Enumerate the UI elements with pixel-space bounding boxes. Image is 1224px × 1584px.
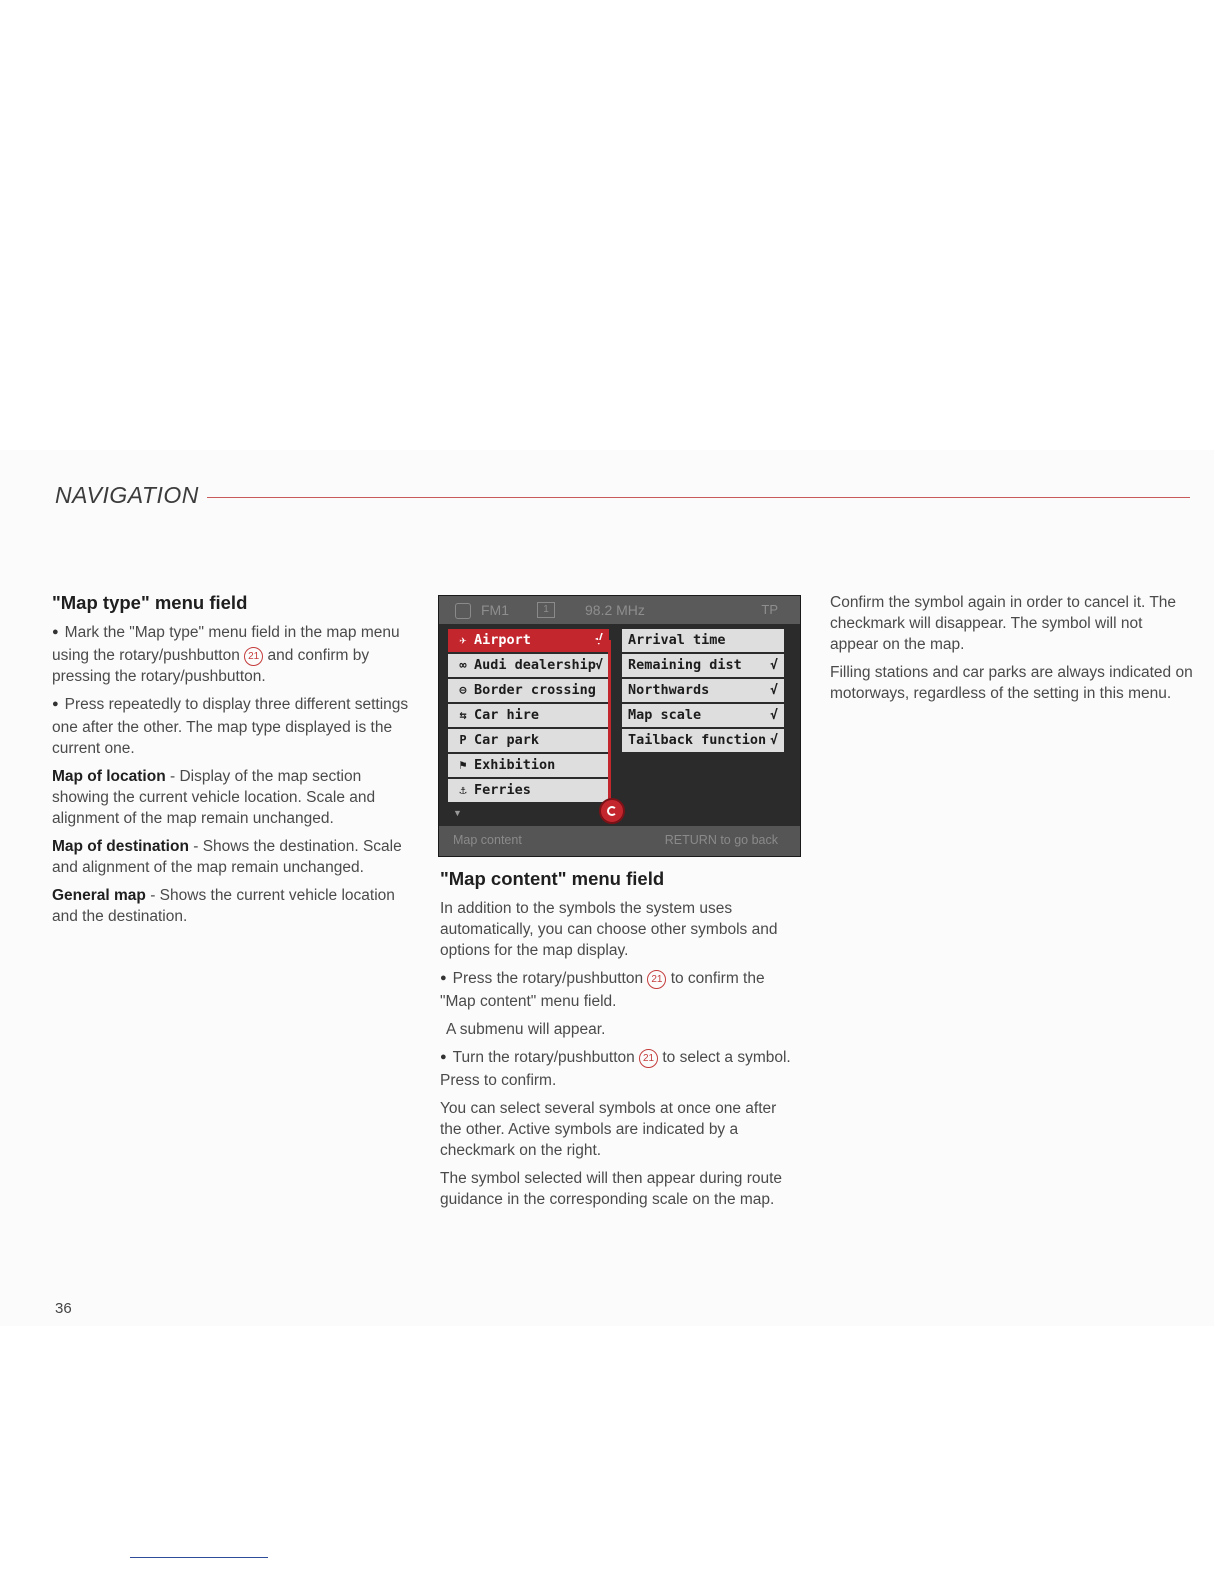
column-map-content xyxy=(440,868,802,1217)
car-hire-icon: ⇆ xyxy=(459,708,467,722)
bullet-text: Press the rotary/pushbutton xyxy=(452,970,644,987)
symbol-item-ferries[interactable] xyxy=(448,779,609,802)
symbol-label: Car park xyxy=(474,732,540,748)
def-text: - Shows the destination. Scale and alignment of the map remain unchanged. xyxy=(52,838,402,876)
selection-connector-line xyxy=(608,640,611,806)
column-notes xyxy=(830,592,1194,711)
symbol-label: Exhibition xyxy=(474,757,556,773)
symbol-item-airport[interactable] xyxy=(448,629,609,652)
symbol-item-audi-dealership[interactable] xyxy=(448,654,609,677)
def-general-map xyxy=(52,885,412,927)
def-term: Map of location xyxy=(52,768,166,785)
section-title: NAVIGATION xyxy=(55,482,199,508)
map-content-screen xyxy=(438,595,801,857)
map-type-heading: "Map type" menu field xyxy=(52,592,248,613)
map-content-bullet-2 xyxy=(440,1047,802,1091)
map-type-bullet-2: ● Press repeatedly to display three different settings one after the other. The map type displayed is the current one. xyxy=(52,694,412,759)
exhibition-icon: ⚑ xyxy=(459,758,467,772)
option-item-tailback-function[interactable] xyxy=(622,729,784,752)
screen-status-bar xyxy=(439,596,800,624)
symbol-label: Ferries xyxy=(474,782,531,798)
border-crossing-icon: ⊖ xyxy=(459,683,467,697)
bullet-text: Mark the "Map type" menu field in the map menu using the rotary/pushbutton xyxy=(52,624,400,664)
checkmark-icon: √ xyxy=(770,658,778,673)
symbol-label: Audi dealership xyxy=(474,657,596,673)
symbol-item-exhibition[interactable] xyxy=(448,754,609,777)
option-item-remaining-dist[interactable] xyxy=(622,654,784,677)
route-guidance-note: The symbol selected will then appear during route guidance in the corresponding scale on the map. xyxy=(440,1170,783,1208)
radio-icon xyxy=(455,603,471,619)
bullet-text: to confirm the "Map content" menu field. xyxy=(440,970,765,1010)
multiple-symbols-note: You can select several symbols at once one after the other. Active symbols are indicated by a checkmark on the right. xyxy=(440,1100,777,1159)
cancel-note: Confirm the symbol again in order to cancel it. The checkmark will disappear. The symbol will not appear on the map. xyxy=(830,594,1177,653)
status-preset: 1 xyxy=(537,602,555,618)
checkmark-icon: √ xyxy=(770,733,778,748)
section-header xyxy=(55,480,1190,520)
status-frequency: 98.2 MHz xyxy=(585,602,645,618)
pushbutton-ref-icon: 21 xyxy=(647,970,666,989)
checkmark-icon: √ xyxy=(770,708,778,723)
def-text: - Display of the map section showing the current vehicle location. Scale and alignment of the map remain unchanged. xyxy=(52,768,376,827)
symbol-list xyxy=(448,629,609,804)
screen-footer xyxy=(439,826,800,856)
map-content-bullet-1 xyxy=(440,968,802,1012)
option-item-map-scale[interactable] xyxy=(622,704,784,727)
option-label: Tailback function xyxy=(628,732,767,748)
ferry-icon: ⚓ xyxy=(459,783,467,797)
option-list xyxy=(622,629,784,754)
def-map-of-location xyxy=(52,766,412,829)
bullet-text: to select a symbol. Press to confirm. xyxy=(440,1049,791,1089)
map-content-heading: "Map content" menu field xyxy=(440,868,665,889)
option-item-arrival-time[interactable] xyxy=(622,629,784,652)
airport-icon: ✈ xyxy=(459,633,467,647)
symbol-label: Car hire xyxy=(474,707,540,723)
symbol-label: Airport xyxy=(474,632,531,648)
option-label: Map scale xyxy=(628,707,702,723)
pushbutton-ref-icon: 21 xyxy=(639,1049,658,1068)
def-term: Map of destination xyxy=(52,838,189,855)
column-map-type xyxy=(52,592,412,934)
footer-menu-title: Map content xyxy=(453,833,522,847)
header-rule xyxy=(207,497,1190,498)
symbol-item-border-crossing[interactable] xyxy=(448,679,609,702)
bullet-text: Turn the rotary/pushbutton xyxy=(452,1049,635,1066)
option-item-northwards[interactable] xyxy=(622,679,784,702)
symbol-item-car-hire[interactable] xyxy=(448,704,609,727)
footer-return-hint[interactable]: RETURN to go back xyxy=(664,833,778,847)
bullet-text: and confirm by pressing the rotary/pushbutton. xyxy=(52,647,370,685)
submenu-note: A submenu will appear. xyxy=(446,1021,606,1038)
page-number: 36 xyxy=(55,1300,72,1317)
audi-rings-icon: ∞ xyxy=(459,658,467,672)
pushbutton-ref-icon: 21 xyxy=(244,647,263,666)
status-station: FM1 xyxy=(481,602,509,618)
status-tp: TP xyxy=(761,602,778,617)
map-type-bullet-1 xyxy=(52,622,412,687)
bottom-rule xyxy=(130,1557,268,1558)
filling-stations-note: Filling stations and car parks are always indicated on motorways, regardless of the setting in this menu. xyxy=(830,664,1193,702)
checkmark-icon: √ xyxy=(595,658,603,673)
rotary-knob-icon[interactable] xyxy=(599,798,625,824)
map-content-intro: In addition to the symbols the system uses automatically, you can choose other symbols and options for the map display. xyxy=(440,900,778,959)
checkmark-icon: √ xyxy=(770,683,778,698)
car-park-icon: P xyxy=(459,733,467,747)
def-term: General map xyxy=(52,887,146,904)
def-map-of-destination xyxy=(52,836,412,878)
symbol-label: Border crossing xyxy=(474,682,596,698)
option-label: Northwards xyxy=(628,682,710,698)
symbol-item-car-park[interactable] xyxy=(448,729,609,752)
scroll-down-icon[interactable]: ▼ xyxy=(453,808,462,818)
option-label: Remaining dist xyxy=(628,657,742,673)
option-label: Arrival time xyxy=(628,632,726,648)
def-text: - Shows the current vehicle location and the destination. xyxy=(52,887,395,925)
